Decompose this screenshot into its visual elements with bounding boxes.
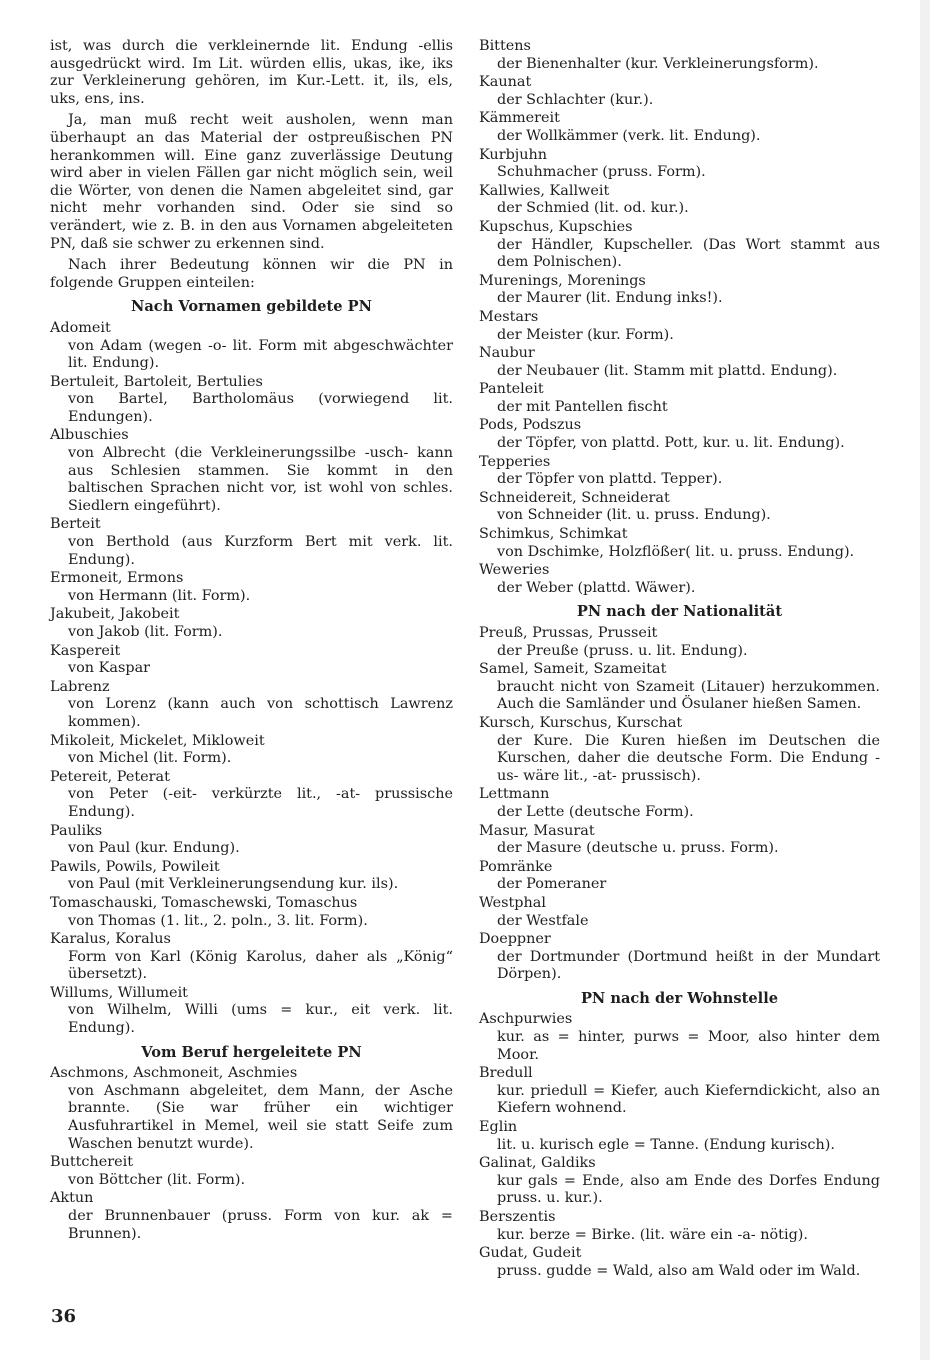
entry-names: Pomränke [479,858,553,875]
entry-explanation: der Dortmunder (Dortmund heißt in der Mundart Dörpen). [497,948,880,983]
entry-explanation: von Böttcher (lit. Form). [68,1171,246,1188]
entry-explanation: der Neubauer (lit. Stamm mit plattd. Endung). [497,362,838,379]
entry-explanation: von Michel (lit. Form). [68,750,232,767]
entry-names: Labrenz [50,678,110,695]
entry-explanation: der Schmied (lit. od. kur.). [497,200,689,217]
entry-names: Tepperies [479,453,551,470]
name-entry [50,1190,453,1243]
entry-explanation: von Jakob (lit. Form). [68,624,223,640]
entry-explanation: kur. berze = Birke. (lit. wäre ein -a- nötig). [497,1226,808,1243]
name-entry [50,895,453,930]
entry-names: Kupschus, Kupschies [479,218,633,235]
entry-explanation: von Paul (mit Verkleinerungsendung kur. ils). [68,876,399,893]
name-entry [479,1065,880,1118]
name-entry [50,823,453,858]
entry-explanation: der Schlachter (kur.). [497,91,654,108]
entry-names: Kursch, Kurschus, Kurschat [479,714,683,731]
entry-names: Bertuleit, Bartoleit, Bertulies [50,373,263,390]
entry-explanation: der Wollkämmer (verk. lit. Endung). [497,127,761,144]
entry-explanation: der mit Pantellen fischt [497,398,668,415]
entry-explanation: der Lette (deutsche Form). [497,803,694,820]
entry-explanation: von Berthold (aus Kurzform Bert mit verk. lit. Endung). [68,534,453,568]
entry-explanation: von Peter (-eit- verkürzte lit., -at- prussische Endung). [68,786,453,820]
entry-names: Albuschies [50,427,129,444]
section-heading: PN nach der Wohnstelle [580,989,779,1007]
name-entry [479,38,880,73]
entry-explanation: der Meister (kur. Form). [497,326,674,343]
entry-names: Weweries [479,562,550,579]
entry-explanation: von Dschimke, Holzflößer( lit. u. pruss. Endung). [497,543,855,560]
entry-names: Pods, Podszus [479,417,582,434]
name-entry [479,786,880,821]
entry-names: Lettmann [479,786,550,803]
entry-names: Panteleit [479,381,544,398]
entry-explanation: von Hermann (lit. Form). [68,587,251,604]
entry-explanation: der Maurer (lit. Endung inks!). [497,290,723,307]
entry-explanation: von Schneider (lit. u. pruss. Endung). [497,507,771,524]
paragraph: Ja, man muß recht weit ausholen, wenn man überhaupt an das Material der ostpreußischen PN herankommen will. Eine ganz zuverlässige Deutung wird aber in vielen Fällen gar nicht möglich sein, weil die Wörter, von denen die Namen abgeleitet sind, gar nicht mehr vorhanden sind. Oder sie sind so verändert, wie z. B. in den aus Vornamen abgeleiteten PN, daß sie schwer zu erkennen sind. [50,112,453,252]
entry-explanation: kur. priedull = Kiefer, auch Kieferndickicht, also an Kiefern wohnend. [497,1082,880,1117]
entry-names: Jakubeit, Jakobeit [50,606,180,623]
entry-explanation: von Albrecht (die Verkleinerungssilbe -usch- kann aus Schlesien stammen. Sie kommt in den baltischen Sprachen nicht vor, ist wohl von schles. Siedlern eingeführt). [68,445,453,514]
name-entry [50,1154,453,1189]
name-entry [479,526,880,561]
name-entry [479,309,880,344]
name-entry [50,320,453,373]
entry-names: Tomaschauski, Tomaschewski, Tomaschus [50,894,358,911]
entry-names: Kämmereit [479,110,560,127]
entry-explanation: der Pomeraner [497,876,607,893]
section-heading: Vom Beruf hergeleitete PN [141,1043,362,1061]
entry-names: Kallwies, Kallweit [479,182,610,199]
entry-names: Aktun [50,1190,94,1207]
entry-explanation: der Töpfer, von plattd. Pott, kur. u. lit. Endung). [497,435,845,452]
entry-names: Samel, Sameit, Szameitat [479,661,667,678]
name-entry [479,219,880,272]
entry-explanation: Form von Karl (König Karolus, daher als „König“ übersetzt). [68,948,453,983]
name-entry [50,516,453,569]
entry-names: Berszentis [479,1209,556,1225]
entry-names: Ermoneit, Ermons [50,570,184,587]
entry-names: Petereit, Peterat [50,768,170,785]
entry-names: Berteit [50,516,101,533]
name-entry [479,1245,880,1280]
name-entry [479,562,880,597]
entry-names: Schneidereit, Schneiderat [479,489,670,506]
page-number: 36 [51,1306,77,1327]
entry-names: Aschpurwies [479,1011,573,1028]
entry-explanation: kur gals = Ende, also am Ende des Dorfes Endung pruss. u. kur.). [497,1172,880,1207]
entry-explanation: der Westfale [497,912,589,929]
right-column [479,38,880,1281]
name-entry [479,147,880,182]
name-entry [479,625,880,660]
name-entry [50,643,453,678]
entry-explanation: der Töpfer von plattd. Tepper). [497,471,723,488]
name-entry [479,661,880,714]
name-entry [50,1065,453,1153]
name-entry [479,823,880,858]
entry-explanation: der Brunnenbauer (pruss. Form von kur. ak = Brunnen). [68,1208,453,1242]
entry-names: Kaspereit [50,642,121,659]
name-entry [50,733,453,768]
name-entry [479,1011,880,1064]
entry-names: Karalus, Koralus [50,931,171,948]
entry-names: Naubur [479,345,535,362]
entry-explanation: von Kaspar [68,660,151,677]
entry-names: Eglin [479,1119,518,1136]
entry-names: Adomeit [50,319,111,336]
name-entry [479,454,880,489]
entry-names: Galinat, Galdiks [479,1155,596,1172]
entry-explanation: von Thomas (1. lit., 2. poln., 3. lit. Form). [68,912,368,929]
section-heading: Nach Vornamen gebildete PN [131,298,372,316]
entry-names: Schimkus, Schimkat [479,526,628,543]
entry-explanation: Schuhmacher (pruss. Form). [497,164,706,181]
entry-explanation: der Masure (deutsche u. pruss. Form). [497,840,779,857]
entry-names: Buttchereit [50,1154,134,1171]
entry-names: Westphal [479,894,546,911]
entry-names: Pauliks [50,822,103,839]
entry-names: Mestars [479,308,539,325]
entry-names: Bittens [479,38,531,54]
name-entry [50,985,453,1038]
entry-explanation: lit. u. kurisch egle = Tanne. (Endung kurisch). [497,1136,835,1153]
entry-names: Doeppner [479,931,551,948]
entry-explanation: pruss. gudde = Wald, also am Wald oder im Wald. [497,1262,861,1279]
entry-names: Preuß, Prussas, Prusseit [479,625,658,641]
entry-explanation: von Bartel, Bartholomäus (vorwiegend lit. Endungen). [68,391,453,425]
entry-explanation: der Bienenhalter (kur. Verkleinerungsform). [497,55,819,72]
entry-explanation: der Preuße (pruss. u. lit. Endung). [497,642,748,659]
name-entry [479,895,880,930]
entry-names: Bredull [479,1065,533,1082]
entry-explanation: kur. as = hinter, purws = Moor, also hinter dem Moor. [497,1029,880,1063]
name-entry [479,1209,880,1244]
entry-explanation: von Paul (kur. Endung). [68,840,240,857]
name-entry [50,679,453,732]
entry-names: Murenings, Morenings [479,272,646,289]
entry-names: Kurbjuhn [479,146,548,163]
entry-explanation: der Händler, Kupscheller. (Das Wort stammt aus dem Polnischen). [497,236,880,271]
name-entry [50,931,453,984]
paragraph: ist, was durch die verkleinernde lit. Endung -ellis ausgedrückt wird. Im Lit. würden ellis, ukas, ike, iks zur Verkleinerung gehören, im Kur.-Lett. it, ils, els, uks, ens, ins. [50,38,453,107]
name-entry [479,417,880,452]
name-entry [50,570,453,605]
entry-explanation: der Weber (plattd. Wäwer). [497,579,696,596]
name-entry [479,1155,880,1208]
entry-names: Mikoleit, Mickelet, Mikloweit [50,732,265,749]
entry-names: Willums, Willumeit [50,984,188,1001]
entry-explanation: von Adam (wegen -o- lit. Form mit abgeschwächter lit. Endung). [68,337,453,372]
name-entry [479,931,880,984]
entry-explanation: von Lorenz (kann auch von schottisch Lawrenz kommen). [68,696,453,730]
entry-names: Kaunat [479,74,532,91]
name-entry [50,427,453,515]
name-entry [50,606,453,641]
entry-explanation: von Wilhelm, Willi (ums = kur., eit verk. lit. Endung). [68,1002,453,1037]
name-entry [50,859,453,894]
name-entry [50,374,453,427]
section-heading: PN nach der Nationalität [576,603,783,621]
name-entry [479,110,880,145]
entry-names: Gudat, Gudeit [479,1245,582,1262]
paragraph: Nach ihrer Bedeutung können wir die PN in folgende Gruppen einteilen: [50,257,453,291]
entry-explanation: von Aschmann abgeleitet, dem Mann, der Asche brannte. (Sie war früher ein wichtiger Ausfuhrartikel in Memel, weil sie statt Seife zum Waschen benutzt wurde). [68,1082,453,1152]
entry-explanation: braucht nicht von Szameit (Litauer) herzukommen. Auch die Samländer und Ösulaner hießen Samen. [497,678,880,713]
name-entry [479,1119,880,1154]
name-entry [479,490,880,525]
name-entry [479,183,880,218]
left-column [50,38,453,1244]
name-entry [479,74,880,109]
name-entry [479,345,880,380]
name-entry [50,769,453,822]
entry-explanation: der Kure. Die Kuren hießen im Deutschen die Kurschen, daher die deutsche Form. Die Endung -us- wäre lit., -at- prussisch). [497,732,880,784]
name-entry [479,381,880,416]
entry-names: Aschmons, Aschmoneit, Aschmies [50,1065,298,1082]
entry-names: Masur, Masurat [479,822,595,839]
name-entry [479,273,880,308]
name-entry [479,715,880,785]
entry-names: Pawils, Powils, Powileit [50,858,220,875]
name-entry [479,859,880,894]
